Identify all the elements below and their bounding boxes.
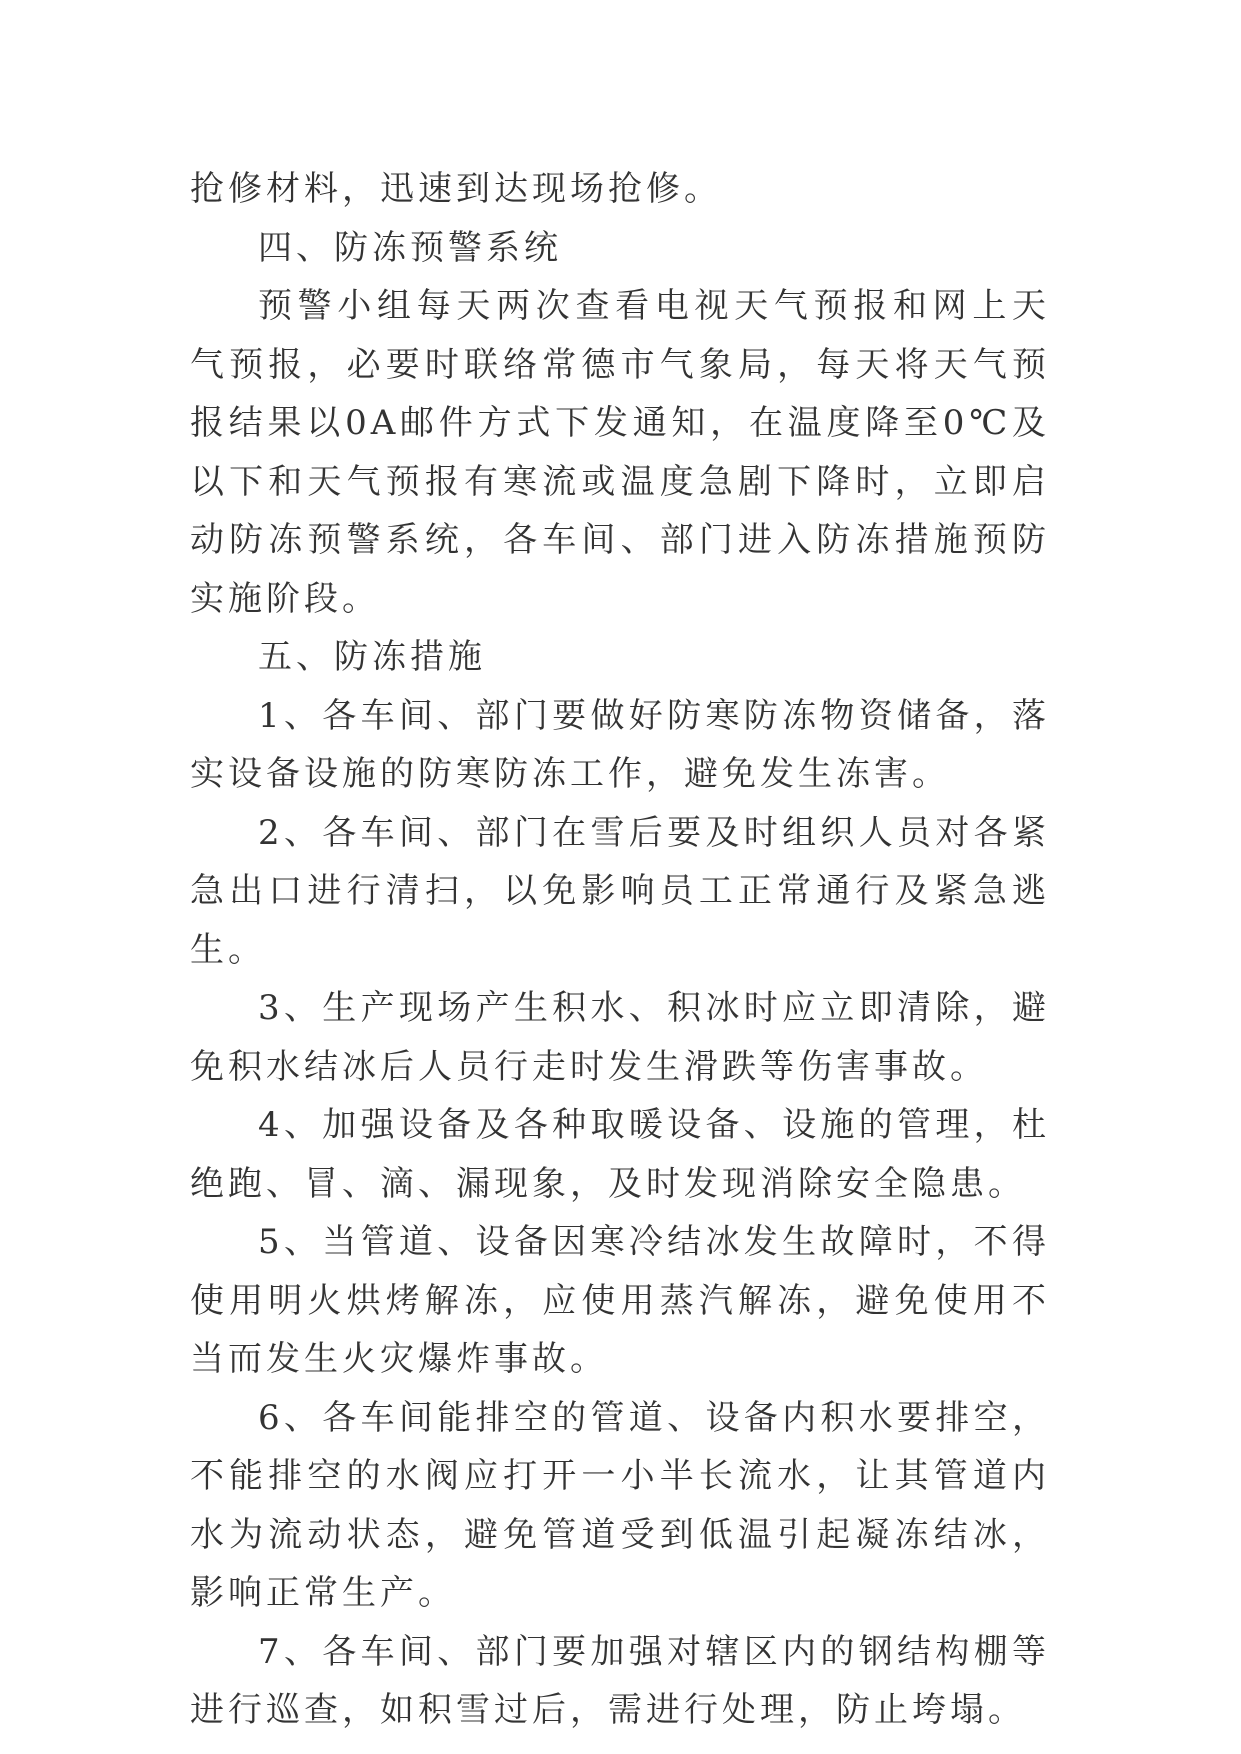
paragraph-continuation: 抢修材料，迅速到达现场抢修。 bbox=[190, 169, 722, 209]
measure-item-6: 6、各车间能排空的管道、设备内积水要排空，不能排空的水阀应打开一小半长流水，让其管道内水为流动状态，避免管道受到低温引起凝冻结冰，影响正常生产。 bbox=[190, 1397, 1050, 1613]
measure-item-2: 2、各车间、部门在雪后要及时组织人员对各紧急出口进行清扫，以免影响员工正常通行及紧急逃生。 bbox=[190, 812, 1050, 970]
measure-item-7: 7、各车间、部门要加强对辖区内的钢结构棚等进行巡查，如积雪过后，需进行处理，防止垮塌。 bbox=[190, 1631, 1050, 1730]
measure-item-4: 4、加强设备及各种取暖设备、设施的管理，杜绝跑、冒、滴、漏现象，及时发现消除安全隐患。 bbox=[190, 1105, 1050, 1204]
measure-item-1: 1、各车间、部门要做好防寒防冻物资储备，落实设备设施的防寒防冻工作，避免发生冻害。 bbox=[190, 695, 1050, 794]
measure-item-5: 5、当管道、设备因寒冷结冰发生故障时，不得使用明火烘烤解冻，应使用蒸汽解冻，避免使用不当而发生火灾爆炸事故。 bbox=[190, 1222, 1050, 1379]
section-heading-warning-system: 四、防冻预警系统 bbox=[258, 227, 562, 268]
paragraph-warning-system: 预警小组每天两次查看电视天气预报和网上天气预报，必要时联络常德市气象局，每天将天气预报结果以0A邮件方式下发通知，在温度降至0℃及以下和天气预报有寒流或温度急剧下降时，立即启动防冻预警系统，各车间、部门进入防冻措施预防实施阶段。 bbox=[190, 286, 1050, 619]
document-body bbox=[190, 160, 1050, 1740]
measure-item-3: 3、生产现场产生积水、积冰时应立即清除，避免积水结冰后人员行走时发生滑跌等伤害事故。 bbox=[190, 988, 1050, 1087]
section-heading-measures: 五、防冻措施 bbox=[258, 637, 486, 677]
